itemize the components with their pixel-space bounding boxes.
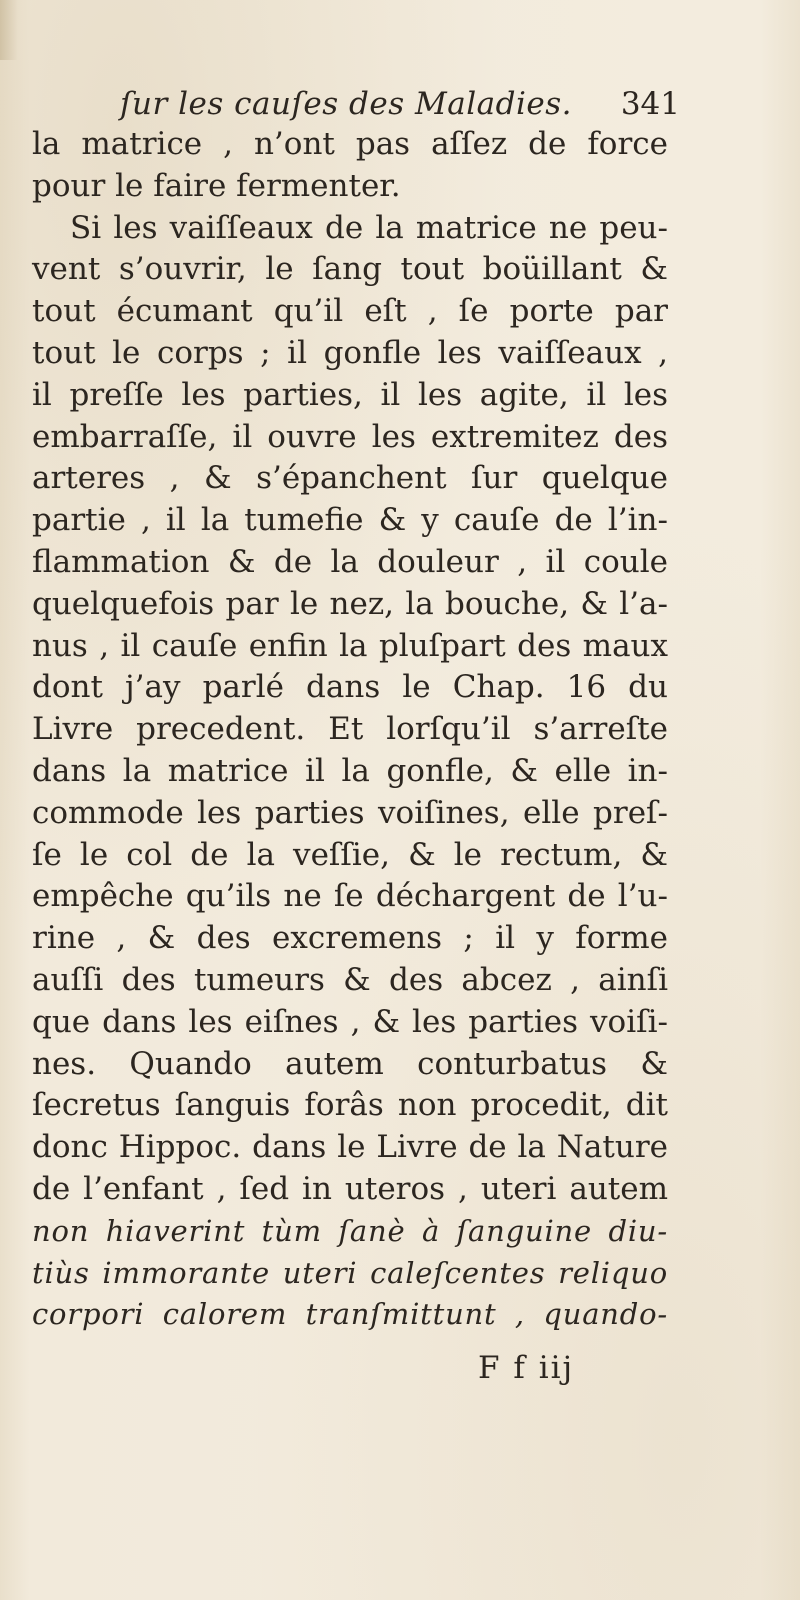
text-line: auſſi des tumeurs & des abcez , ainſi (32, 961, 668, 998)
text-line-italic: non hiaverint tùm ſanè à ſanguine diu- (32, 1213, 668, 1248)
text-line: ſecretus ſanguis forâs non procedit, dit (32, 1087, 668, 1124)
text-line: dans la matrice il la gonfle, & elle in- (32, 752, 668, 789)
text-line-italic: corpori calorem tranſmittunt , quando- (32, 1297, 668, 1332)
text-line: pour le faire fermenter. (32, 167, 401, 204)
text-line: empêche qu’ils ne ſe déchargent de l’u- (32, 878, 668, 915)
page-number: 341 (620, 86, 680, 122)
text-line: quelquefois par le nez, la bouche, & l’a- (32, 585, 668, 622)
text-line: dont j’ay parlé dans le Chap. 16 du (32, 669, 668, 706)
text-line: ſe le col de la veſſie, & le rectum, & (32, 836, 668, 873)
signature-mark: F f iij (478, 1350, 575, 1386)
text-line: nus , il cauſe enfin la pluſpart des maux (32, 627, 668, 664)
text-line: la matrice , n’ont pas aſſez de force (32, 126, 668, 162)
text-line: commode les parties voiſines, elle preſ- (32, 794, 668, 831)
text-line: partie , il la tumefie & y cauſe de l’in- (32, 502, 668, 539)
text-line: embarraſſe, il ouvre les extremitez des (32, 418, 668, 455)
text-line: donc Hippoc. dans le Livre de la Nature (32, 1129, 668, 1166)
text-line: tout le corps ; il gonfle les vaiſſeaux , (32, 334, 668, 371)
text-line-italic: tiùs immorante uteri caleſcentes reliquo (32, 1255, 668, 1290)
text-line: Livre precedent. Et lorſqu’il s’arreſte (32, 711, 668, 748)
text-line: nes. Quando autem conturbatus & (32, 1045, 668, 1082)
text-line: de l’enfant , ſed in uteros , uteri autem (32, 1170, 668, 1207)
text-line: flammation & de la douleur , il coule (32, 543, 668, 580)
text-line: arteres , & s’épanchent ſur quelque (32, 460, 668, 497)
text-line: tout écumant qu’il eſt , ſe porte par (32, 293, 668, 330)
text-line: Si les vaiſſeaux de la matrice ne peu- (70, 209, 668, 246)
running-title: ſur les cauſes des Maladies. (120, 86, 572, 122)
page-edge-shadow (0, 0, 18, 60)
text-line: rine , & des excremens ; il y forme (32, 920, 668, 957)
text-line: vent s’ouvrir, le ſang tout boüillant & (32, 251, 668, 288)
text-line: que dans les eiſnes , & les parties voiſi- (32, 1003, 668, 1040)
body-text (32, 124, 668, 1336)
text-line: il preſſe les parties, il les agite, il les (32, 376, 668, 413)
